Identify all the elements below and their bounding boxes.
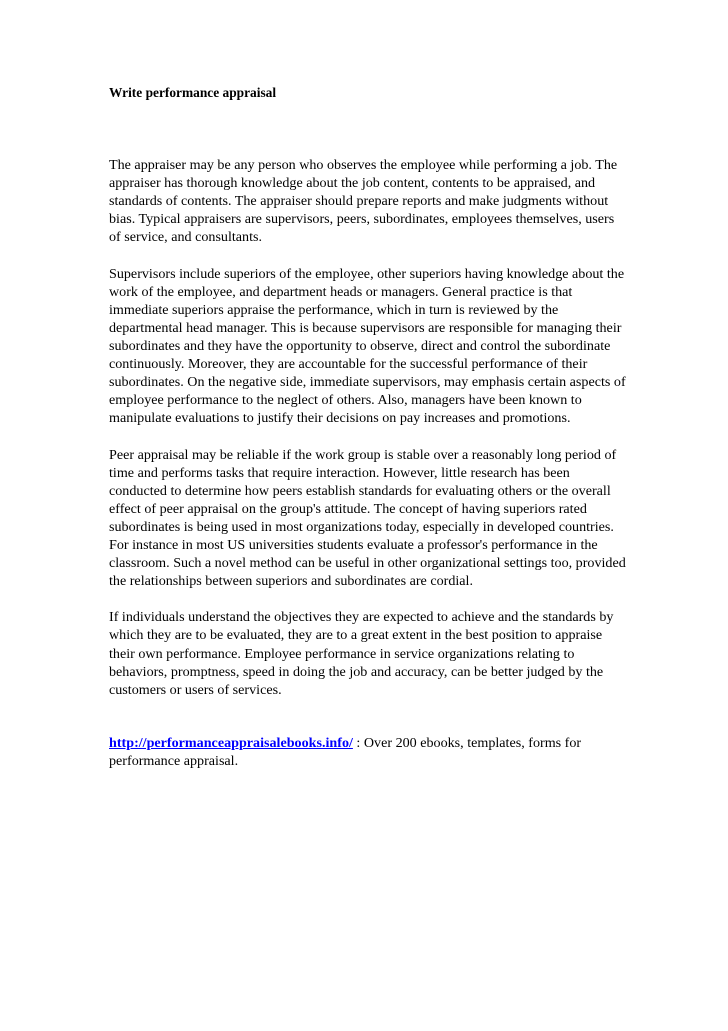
paragraph-appraiser: The appraiser may be any person who observes the employee while performing a job. The appraiser has thorough knowledge about the job content, contents to be appraised, and standards of contents. The appraiser should prepare reports and make judgments without bias. Typical appraisers are supervisors, peers, subordinates, employees themselves, users of service, and consultants. bbox=[109, 157, 618, 246]
paragraph-supervisors: Supervisors include superiors of the employee, other superiors having knowledge about the work of the employee, and department heads or managers. General practice is that immediate superiors appraise the performance, which in turn is reviewed by the departmental head manager. This is because supervisors are responsible for managing their subordinates and they have the opportunity to observe, direct and control the subordinate continuously. Moreover, they are accountable for the successful performance of their subordinates. On the negative side, immediate supervisors, may emphasis certain aspects of employee performance to the neglect of others. Also, managers have been known to manipulate evaluations to justify their decisions on pay increases and promotions. bbox=[109, 265, 626, 427]
ebooks-link[interactable]: http://performanceappraisalebooks.info/ bbox=[109, 734, 353, 751]
paragraph-self-appraisal: If individuals understand the objectives they are expected to achieve and the standards by which they are to be evaluated, they are to a great extent in the best position to appraise their own performance. Employee performance in service organizations relating to behaviors, promptness, speed in doing the job and accuracy, can be better judged by the customers or users of services. bbox=[109, 609, 614, 698]
document-page bbox=[109, 84, 629, 770]
document-title: Write performance appraisal bbox=[109, 85, 277, 100]
paragraph-peer-appraisal: Peer appraisal may be reliable if the work group is stable over a reasonably long period of time and performs tasks that require interaction. However, little research has been conducted to determine how peers establish standards for evaluating others or the overall effect of peer appraisal on the group's attitude. The concept of having superiors rated subordinates is being used in most organizations today, especially in developed countries. For instance in most US universities students evaluate a professor's performance in the classroom. Such a novel method can be useful in other organizational settings too, provided the relationships between superiors and subordinates are cordial. bbox=[109, 446, 626, 590]
footer-note bbox=[109, 734, 629, 770]
document-body bbox=[109, 156, 629, 699]
footer-text: : Over 200 ebooks, templates, forms for performance appraisal. bbox=[109, 734, 582, 769]
